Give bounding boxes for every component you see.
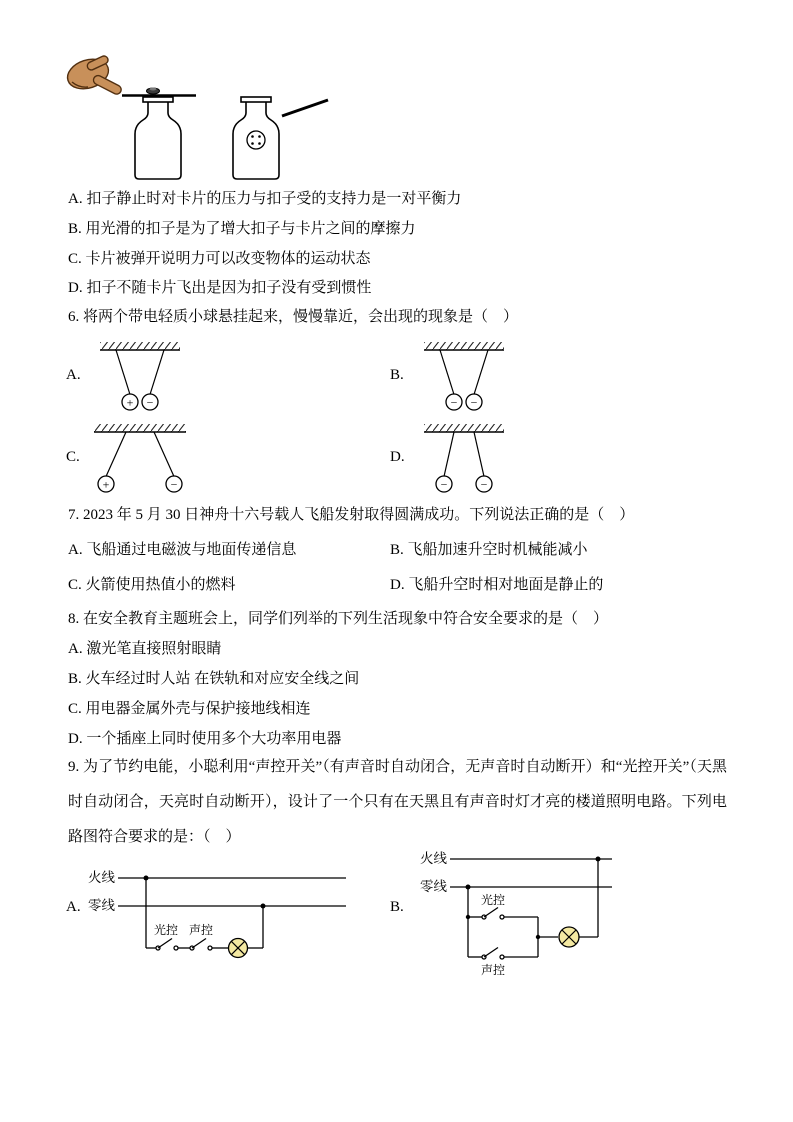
live-wire-label: 火线 — [420, 851, 447, 866]
string — [150, 350, 164, 395]
q6-diagram-d — [412, 422, 522, 500]
q7-option-c: C. 火箭使用热值小的燃料 — [68, 577, 236, 593]
sound-switch-label: 声控 — [480, 963, 506, 977]
ceiling-hatch — [424, 342, 504, 350]
light-switch-label: 光控 — [480, 893, 506, 907]
button-inside-bottle — [247, 131, 265, 149]
q9-circuit-a — [78, 862, 363, 987]
ceiling-hatch — [94, 424, 186, 432]
bottle-left — [135, 97, 181, 179]
q6-stem: 6. 将两个带电轻质小球悬挂起来，慢慢靠近，会出现的现象是（ ） — [68, 309, 519, 325]
light-switch-icon — [156, 939, 178, 951]
q5-option-a: A. 扣子静止时对卡片的压力与扣子受的支持力是一对平衡力 — [68, 191, 462, 207]
ceiling-hatch — [424, 424, 504, 432]
lamp-icon — [559, 927, 579, 947]
q9-label-b: B. — [390, 899, 404, 915]
string — [444, 432, 454, 477]
light-switch-label: 光控 — [153, 923, 179, 937]
string — [116, 350, 130, 395]
q7-option-b: B. 飞船加速升空时机械能减小 — [390, 542, 588, 558]
flying-card — [282, 100, 328, 116]
hand-icon — [64, 54, 123, 95]
charge-sign: − — [146, 395, 154, 410]
q9-circuit-b — [412, 845, 627, 995]
string — [106, 432, 126, 477]
live-wire-label: 火线 — [88, 870, 115, 885]
sound-switch-label: 声控 — [188, 923, 214, 937]
q9-label-a: A. — [66, 899, 81, 915]
bottle-right — [233, 97, 279, 179]
charge-sign: − — [170, 477, 178, 492]
q6-label-b: B. — [390, 367, 404, 383]
q6-label-a: A. — [66, 367, 81, 383]
string — [154, 432, 174, 477]
sound-switch-icon — [190, 939, 212, 951]
lamp-icon — [229, 939, 248, 958]
charge-sign: − — [470, 395, 478, 410]
q6-diagram-a — [88, 340, 198, 418]
inertia-experiment-figure — [58, 50, 348, 190]
charge-sign: + — [126, 395, 134, 410]
string — [474, 432, 484, 477]
q8-option-a: A. 激光笔直接照射眼睛 — [68, 641, 222, 657]
q8-option-c: C. 用电器金属外壳与保护接地线相连 — [68, 701, 311, 717]
neutral-wire-label: 零线 — [420, 879, 447, 894]
q7-stem: 7. 2023 年 5 月 30 日神舟十六号载人飞船发射取得圆满成功。下列说法正确的是（ ） — [68, 507, 635, 523]
q8-stem: 8. 在安全教育主题班会上，同学们列举的下列生活现象中符合安全要求的是（ ） — [68, 611, 609, 627]
q6-diagram-b — [412, 340, 522, 418]
q6-diagram-c — [88, 422, 198, 500]
charge-sign: + — [102, 477, 110, 492]
charge-sign: − — [480, 477, 488, 492]
q8-option-b: B. 火车经过时人站 在铁轨和对应安全线之间 — [68, 671, 360, 687]
ceiling-hatch — [100, 342, 180, 350]
q6-label-c: C. — [66, 449, 80, 465]
sound-switch-icon — [482, 948, 504, 960]
q5-option-c: C. 卡片被弹开说明力可以改变物体的运动状态 — [68, 251, 371, 267]
string — [474, 350, 488, 395]
q8-option-d: D. 一个插座上同时使用多个大功率用电器 — [68, 731, 342, 747]
q7-option-d: D. 飞船升空时相对地面是静止的 — [390, 577, 604, 593]
button-on-card — [147, 88, 160, 95]
q5-option-d: D. 扣子不随卡片飞出是因为扣子没有受到惯性 — [68, 280, 372, 296]
q5-option-b: B. 用光滑的扣子是为了增大扣子与卡片之间的摩擦力 — [68, 221, 416, 237]
q7-option-a: A. 飞船通过电磁波与地面传递信息 — [68, 542, 297, 558]
string — [440, 350, 454, 395]
charge-sign: − — [450, 395, 458, 410]
q9-stem: 9. 为了节约电能，小聪利用“声控开关”（有声音时自动闭合，无声音时自动断开）和“光控开关”（天黑时自动闭合，天亮时自动断开），设计了一个只有在天黑且有声音时灯才亮的楼道照明电路。下列电路图符合要求的是：（ ） — [68, 759, 727, 845]
q6-label-d: D. — [390, 449, 405, 465]
charge-sign: − — [440, 477, 448, 492]
light-switch-icon — [482, 908, 504, 920]
neutral-wire-label: 零线 — [88, 898, 115, 913]
